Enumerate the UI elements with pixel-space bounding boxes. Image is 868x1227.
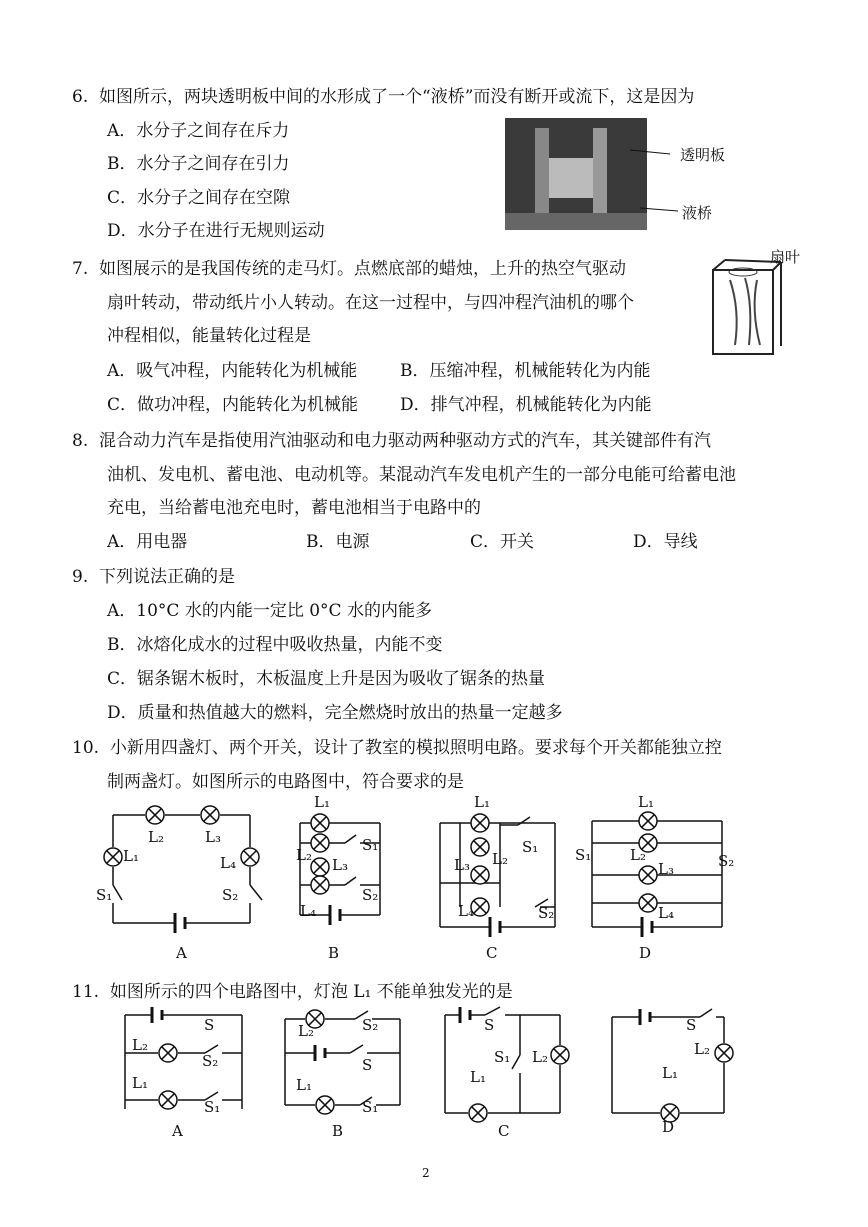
q10c-l2: L₂	[492, 850, 508, 868]
q10b-l3: L₃	[332, 856, 348, 874]
q10c-l1: L₁	[474, 793, 490, 811]
lamp-icon	[471, 814, 489, 832]
q10b-l1: L₁	[314, 793, 330, 811]
q10c-l3: L₃	[454, 856, 470, 874]
lamp-icon	[316, 1096, 334, 1114]
q11-circuit-diagrams	[0, 1005, 868, 1135]
lamp-icon	[311, 834, 329, 852]
lamp-icon	[551, 1046, 569, 1064]
q9-option-d: D．质量和热值越大的燃料，完全燃烧时放出的热量一定越多	[107, 703, 563, 723]
lamp-icon	[469, 1104, 487, 1122]
label-liquid-bridge: 液桥	[682, 204, 713, 222]
q11-letter-a: A	[172, 1122, 183, 1140]
q6-option-c: C．水分子之间存在空隙	[107, 188, 291, 208]
lamp-icon	[471, 838, 489, 856]
q11a-s: S	[204, 1016, 215, 1034]
q11c-s1: S₁	[494, 1048, 511, 1066]
lamp-icon	[104, 848, 122, 866]
q10d-s2: S₂	[718, 852, 735, 870]
q11c-l2: L₂	[532, 1048, 548, 1066]
lamp-icon	[639, 812, 657, 830]
q10-letter-c: C	[486, 944, 498, 962]
q11a-l1: L₁	[132, 1074, 148, 1092]
q11d-l1: L₁	[662, 1064, 678, 1082]
q11b-l1: L₁	[296, 1076, 312, 1094]
label-fan-blade: 扇叶	[770, 248, 801, 266]
page-number: 2	[422, 1166, 430, 1180]
q10b-s1: S₁	[362, 836, 379, 854]
q7-option-a: A．吸气冲程，内能转化为机械能	[107, 361, 358, 381]
q7-option-b: B．压缩冲程，机械能转化为内能	[400, 361, 651, 381]
lamp-icon	[639, 866, 657, 884]
q8-option-d: D．导线	[633, 532, 698, 552]
q11a-s2: S₂	[202, 1052, 219, 1070]
q9-option-c: C．锯条锯木板时，木板温度上升是因为吸收了锯条的热量	[107, 669, 546, 689]
q11-stem: 11. 如图所示的四个电路图中，灯泡 L₁ 不能单独发光的是	[72, 982, 513, 1002]
q10b-l2: L₂	[296, 846, 312, 864]
q11c-s: S	[484, 1016, 495, 1034]
q10-letter-d: D	[639, 944, 652, 962]
q7-option-d: D．排气冲程，机械能转化为内能	[400, 395, 652, 415]
q8-option-a: A．用电器	[107, 532, 188, 552]
q8-line-3: 充电，当给蓄电池充电时，蓄电池相当于电路中的	[107, 498, 481, 518]
q10d-l3: L₃	[658, 860, 674, 878]
q9-option-a: A．10°C 水的内能一定比 0°C 水的内能多	[107, 601, 432, 621]
q10-letter-a: A	[176, 944, 187, 962]
q10-letter-b: B	[328, 944, 340, 962]
q10d-l4: L₄	[658, 904, 674, 922]
q9-stem: 9. 下列说法正确的是	[72, 567, 236, 587]
q10-circuit-diagrams	[0, 795, 868, 985]
q8-line-2: 油机、发电机、蓄电池、电动机等。某混动汽车发电机产生的一部分电能可给蓄电池	[107, 465, 736, 485]
q7-line-2: 扇叶转动，带动纸片小人转动。在这一过程中，与四冲程汽油机的哪个	[107, 293, 634, 313]
q7-option-c: C．做功冲程，内能转化为机械能	[107, 395, 359, 415]
label-transparent-plate: 透明板	[680, 146, 726, 164]
q10a-s2: S₂	[222, 886, 239, 904]
q10a-l1: L₁	[123, 847, 139, 865]
q10a-s1: S₁	[96, 886, 113, 904]
q7-line-3: 冲程相似，能量转化过程是	[107, 326, 311, 346]
lamp-icon	[159, 1044, 177, 1062]
lamp-icon	[471, 866, 489, 884]
q6-option-b: B．水分子之间存在引力	[107, 154, 290, 174]
q6-option-a: A．水分子之间存在斥力	[107, 121, 290, 141]
q10a-l4: L₄	[220, 854, 236, 872]
lamp-icon	[146, 806, 164, 824]
q10c-l4: L₄	[458, 902, 474, 920]
q11d-s: S	[686, 1016, 697, 1034]
q10-line-2: 制两盏灯。如图所示的电路图中，符合要求的是	[107, 772, 464, 792]
q11b-l2: L₂	[298, 1022, 314, 1040]
q11a-s1: S₁	[204, 1098, 221, 1116]
q10-line-1: 10. 小新用四盏灯、两个开关，设计了教室的模拟照明电路。要求每个开关都能独立控	[72, 738, 722, 758]
q11b-s: S	[362, 1056, 373, 1074]
lamp-icon	[639, 894, 657, 912]
q10d-s1: S₁	[575, 846, 592, 864]
q10b-l4: L₄	[300, 902, 316, 920]
q10c-s2: S₂	[538, 904, 555, 922]
q11b-s2: S₂	[362, 1016, 379, 1034]
q11d-l2: L₂	[694, 1040, 710, 1058]
q9-option-b: B．冰熔化成水的过程中吸收热量，内能不变	[107, 635, 443, 655]
q11-letter-c: C	[498, 1122, 510, 1140]
lamp-icon	[311, 876, 329, 894]
q11-letter-b: B	[332, 1122, 344, 1140]
q10a-l2: L₂	[148, 828, 164, 846]
liquid-bridge-photo	[505, 118, 647, 230]
lamp-icon	[311, 814, 329, 832]
q11c-l1: L₁	[470, 1068, 486, 1086]
lamp-icon	[241, 848, 259, 866]
q10a-l3: L₃	[205, 828, 221, 846]
q10d-l1: L₁	[638, 793, 654, 811]
q11-letter-d: D	[662, 1118, 675, 1136]
lamp-icon	[159, 1091, 177, 1109]
q10d-l2: L₂	[630, 846, 646, 864]
lamp-icon	[715, 1044, 733, 1062]
q8-option-b: B．电源	[306, 532, 370, 552]
q6-stem: 6. 如图所示，两块透明板中间的水形成了一个“液桥”而没有断开或流下，这是因为	[72, 87, 695, 107]
q8-option-c: C．开关	[470, 532, 535, 552]
q11b-s1: S₁	[362, 1098, 379, 1116]
q10b-s2: S₂	[362, 886, 379, 904]
q11a-l2: L₂	[132, 1036, 148, 1054]
q8-line-1: 8. 混合动力汽车是指使用汽油驱动和电力驱动两种驱动方式的汽车，其关键部件有汽	[72, 431, 712, 451]
lamp-icon	[201, 806, 219, 824]
q6-option-d: D．水分子在进行无规则运动	[107, 221, 325, 241]
q10c-s1: S₁	[522, 838, 539, 856]
lamp-icon	[311, 858, 329, 876]
q7-line-1: 7. 如图展示的是我国传统的走马灯。点燃底部的蜡烛，上升的热空气驱动	[72, 259, 627, 279]
